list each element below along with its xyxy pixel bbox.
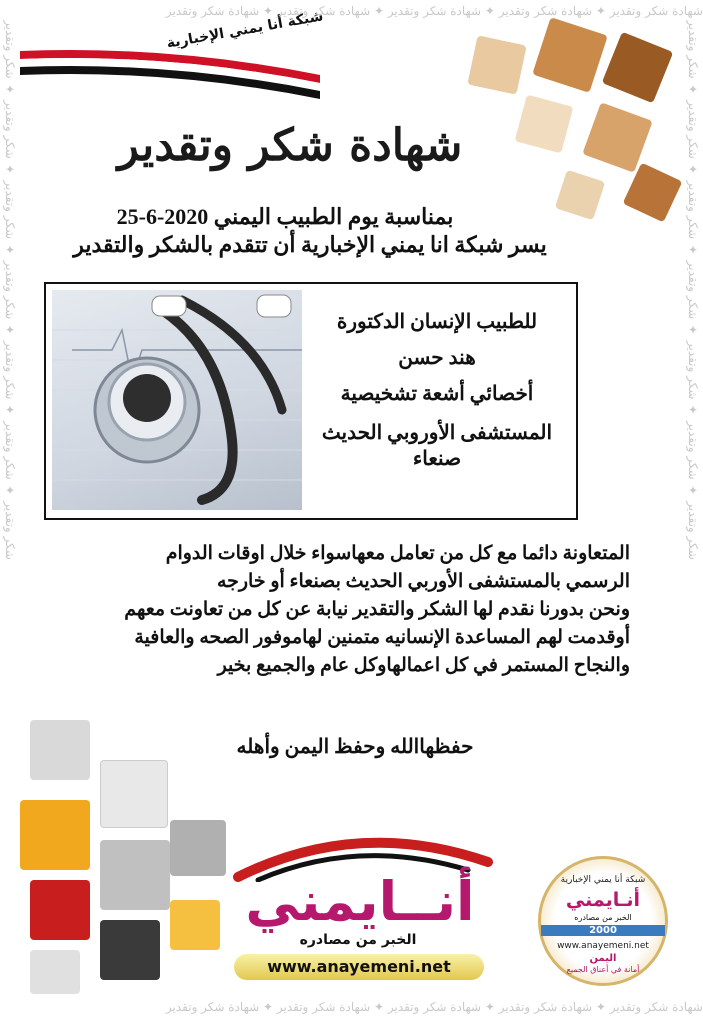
border-bottom: شهادة شكر وتقدير ✦ شهادة شكر وتقدير ✦ شهادة شكر وتقدير ✦ شهادة شكر وتقدير ✦ شهادة شكر وتقدير — [165, 1000, 703, 1014]
anayemeni-badge — [538, 856, 668, 986]
decor-square — [532, 17, 608, 93]
occasion-line: بمناسبة يوم الطبيب اليمني 2020-6-25 — [116, 204, 454, 229]
decor-square — [555, 170, 605, 220]
anayemeni-logo — [218, 822, 503, 992]
recipient-specialty: أخصائي أشعة تشخيصية — [340, 383, 534, 405]
logo-wordmark: أنــايمني — [245, 870, 475, 933]
badge-year: 2000 — [541, 925, 665, 936]
recipient-hospital: المستشفى الأوروبي الحديث — [321, 422, 553, 444]
badge-slogan: أمانة في أعناق الجميع — [566, 965, 640, 974]
recipient-details — [312, 304, 562, 472]
body-line: الرسمي بالمستشفى الأوربي الحديث بصنعاء أو خارجه — [216, 571, 630, 592]
border-right — [683, 20, 703, 1000]
stethoscope-image — [52, 290, 302, 510]
body-line: والنجاح المستمر في كل اعمالهاوكل عام والجميع بخير — [217, 655, 630, 676]
decor-square — [30, 720, 90, 780]
logo-tagline: الخبر من مصادره — [299, 932, 417, 948]
body-line: أوقدمت لهم المساعدة الإنسانيه متمنين لهاموفور الصحه والعافية — [134, 627, 630, 648]
border-top: شهادة شكر وتقدير ✦ شهادة شكر وتقدير ✦ شهادة شكر وتقدير ✦ شهادة شكر وتقدير ✦ شهادة شكر وتقدير — [165, 4, 703, 18]
decor-square — [170, 900, 220, 950]
decor-square — [100, 840, 170, 910]
badge-url: www.anayemeni.net — [557, 941, 649, 951]
decor-square — [100, 920, 160, 980]
border-right-text: شكر وتقدير ✦ شكر وتقدير ✦ شكر وتقدير ✦ شكر وتقدير ✦ شكر وتقدير ✦ شكر وتقدير ✦ شكر وتقدير — [686, 20, 700, 560]
certificate-body — [70, 540, 630, 680]
ribbon-text: شبكة أنا يمني الإخبارية — [165, 8, 325, 52]
decor-square — [582, 102, 652, 172]
body-line: ونحن بدورنا نقدم لها الشكر والتقدير نيابة عن كل من تعاونت معهم — [124, 599, 630, 620]
badge-country: اليمن — [589, 953, 617, 964]
recipient-city: صنعاء — [412, 448, 462, 470]
intro-line: يسر شبكة انا يمني الإخبارية أن تتقدم بالشكر والتقدير — [73, 232, 547, 257]
decor-square — [100, 760, 168, 828]
badge-network: شبكة أنا يمني الإخبارية — [560, 875, 646, 885]
certificate-title: شهادة شكر وتقدير — [117, 120, 463, 171]
stethoscope-icon — [52, 290, 302, 510]
decor-square — [30, 950, 80, 994]
border-left — [0, 20, 20, 1000]
recipient-title: للطبيب الإنسان الدكتورة — [336, 311, 538, 333]
decor-square — [467, 35, 526, 94]
decor-square — [515, 95, 574, 154]
logo-url: www.anayemeni.net — [234, 954, 484, 980]
body-line: المتعاونة دائما مع كل من تعامل معهاسواء خلال اوقات الدوام — [165, 543, 630, 564]
badge-wordmark: أنـايمني — [565, 889, 641, 911]
decor-square — [602, 32, 674, 104]
recipient-name: هند حسن — [398, 347, 476, 369]
decor-square — [30, 880, 90, 940]
decor-square — [20, 800, 90, 870]
badge-tagline: الخبر من مصادره — [574, 913, 632, 922]
recipient-box — [44, 282, 578, 520]
closing-line: حفظهاالله وحفظ اليمن وأهله — [236, 736, 474, 758]
border-left-text: شكر وتقدير ✦ شكر وتقدير ✦ شكر وتقدير ✦ شكر وتقدير ✦ شكر وتقدير ✦ شكر وتقدير ✦ شكر وتقدير — [3, 20, 17, 560]
yemen-flag-ribbon — [20, 45, 320, 103]
